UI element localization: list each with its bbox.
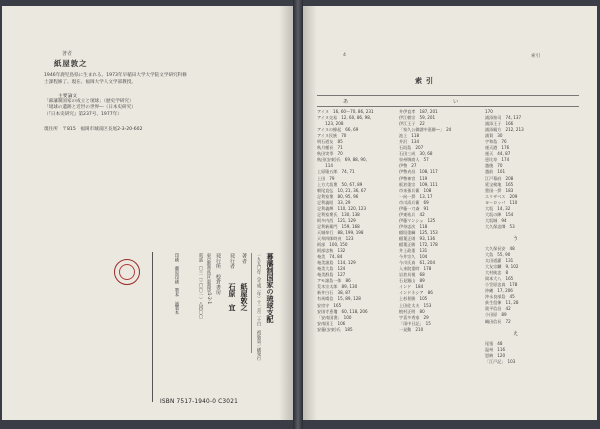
index-entry: 安房守 165	[317, 302, 342, 308]
index-entry: 今川氏真 61, 204	[399, 260, 436, 266]
index-entry: 奄美 74, 84	[317, 254, 343, 260]
seal-ring	[119, 264, 135, 280]
index-entry: 越後 70	[485, 163, 503, 169]
book-gutter	[293, 0, 303, 429]
index-entry: 伊東祐兵 42	[399, 211, 425, 217]
author-bio-line: 1946年鹿児島県に生まれる。1973年早稲田大学大学院文学研究科修	[44, 73, 187, 78]
index-entry: 岩倉具視 68	[399, 272, 425, 278]
index-entry: 稲垣重綱 125, 153	[399, 229, 438, 235]
header-rule	[317, 95, 579, 96]
index-entry: アイヌの蜂起 66, 69	[317, 127, 359, 133]
index-entry: 114	[317, 163, 334, 169]
index-entry: アイヌ 16, 60〜70, 86, 231	[317, 109, 374, 114]
index-entry: 伊江王子 22	[399, 121, 425, 127]
index-page	[303, 6, 597, 420]
publisher-address: 東京都豊島区東池袋1-2-1	[206, 253, 211, 305]
index-entry: 温州 116	[485, 346, 506, 352]
folio-number: 4	[343, 53, 346, 58]
index-entry: 浦添親方 212, 213	[485, 127, 524, 133]
index-entry: 延宝検地 165	[485, 181, 514, 187]
index-entry: 阿部忠秋 132	[317, 248, 346, 254]
index-entry: 浦添按司 74, 137	[485, 115, 522, 121]
isbn: ISBN 7517-1940-0 C3021	[160, 399, 238, 405]
index-entry: 豊国一揆 183	[485, 187, 514, 193]
index-entry: 大久保長安 48	[485, 245, 515, 251]
publisher-phone: 電話 〇三（三〇〇一）八四〇〇	[198, 253, 203, 319]
paper-line: 「幕藩制国家の成立と琉球」（歴史学研究）	[44, 98, 134, 104]
index-entry: 井伊直孝 187, 201	[399, 109, 438, 114]
index-entry: 石見銀山 89	[399, 278, 425, 284]
index-entry: 「雨中日記」 15	[399, 320, 431, 326]
print-binding-line: 印刷 藤原印刷 製本 誠製本	[174, 253, 179, 315]
index-entry: インドネシア 86	[399, 290, 433, 296]
index-entry: 有馬晴信 15, 89, 128	[317, 296, 361, 302]
index-entry: 安南国王 106	[317, 320, 346, 326]
index-entry: 上杉景勝 105	[399, 296, 428, 302]
index-entry: 足利新衛門 159, 168	[317, 223, 360, 229]
index-entry: 今井宗久 104	[399, 254, 428, 260]
book-title: 幕藩制国家の琉球支配	[266, 253, 275, 323]
index-title: 索引	[415, 76, 437, 85]
colophon-author-name: 紙屋敦之	[240, 283, 249, 311]
index-entry: 伊藤一刀斎 91	[399, 205, 429, 211]
index-entry: 天草四郎時貞 123	[317, 235, 354, 241]
index-entry: 大坂城 94	[485, 217, 507, 223]
index-entry: 伊藤マンショ 125	[399, 217, 436, 223]
index-entry: アモ諸島一体 86	[317, 278, 351, 284]
header-rule	[317, 106, 579, 107]
publisher-name: 石原 宜	[228, 283, 237, 311]
kana-heading: い	[453, 99, 459, 105]
index-entry: 恵比寿 174	[485, 157, 510, 163]
index-entry: 足利義昭 33, 29	[317, 199, 351, 205]
index-entry: 運天港 176	[485, 145, 510, 151]
index-entry: 阿部 100, 150	[317, 242, 348, 248]
index-entry: 安藤(安東)氏 185	[317, 326, 353, 332]
index-entry: 太田道灌 131	[485, 258, 514, 264]
index-entry: 小笠原忠真 178	[485, 282, 518, 288]
index-entry: 井上政重 131	[399, 248, 428, 254]
index-entry: 「江戸記」 103	[485, 358, 516, 364]
index-entry: 荻生徂徠 11, 28	[485, 300, 519, 306]
author-name: 紙屋敦之	[54, 59, 88, 68]
index-entry: 170	[485, 109, 493, 114]
index-entry: 浦添王子 166	[485, 121, 514, 127]
index-entry: 大坂の陣 154	[485, 211, 514, 217]
index-entry: 恩納 120	[485, 352, 506, 358]
index-entry: 安国寺恵瓊 60, 118, 206	[317, 308, 368, 314]
running-head: 索引	[531, 54, 541, 59]
index-entry: 大村純忠 8	[485, 270, 509, 276]
index-entry: 上原隆五郎 74, 71	[317, 169, 355, 175]
index-entry: 大久保忠隣 53	[485, 223, 515, 229]
index-entry: 伊勢 27	[399, 163, 417, 169]
index-entry: 上田 79	[317, 175, 335, 181]
index-entry: 市来孫兵衛 108	[399, 187, 432, 193]
index-entry: エリザベス 209	[485, 193, 518, 199]
index-entry: 江戸幕府 208	[485, 175, 514, 181]
index-entry: 足利義輝 110, 120, 123	[317, 205, 367, 211]
index-entry: 泉州堺商人 57	[399, 157, 429, 163]
author-profile	[44, 50, 274, 134]
index-entry: 足利家衆氏 130, 138	[317, 211, 360, 217]
index-entry: 市川清兵衛 69	[399, 199, 429, 205]
paper-line: 「琉球の遺跡と近世の世界―（日本史研究）	[44, 105, 136, 111]
index-entry: 天城奉行 88, 199, 198	[317, 229, 364, 235]
kana-heading: あ	[343, 99, 349, 105]
colophon-block	[159, 253, 277, 418]
index-entry: 石垣島 207	[399, 145, 424, 151]
index-entry: 沖縄 17, 206	[485, 288, 513, 294]
publisher-seal-stamp	[114, 259, 140, 285]
author-role: 著者	[62, 51, 73, 57]
kana-heading: う	[513, 235, 519, 242]
kana-heading: え	[513, 330, 519, 337]
index-entry: 一発動 210	[399, 326, 424, 332]
index-entry: 伊勢貞昌 108, 117	[399, 169, 438, 175]
index-entry: 上方大坂衆 50, 67, 89	[317, 181, 363, 187]
index-entry: 大友宗麟 9, 102	[485, 264, 519, 270]
index-entry: 植村正明 80	[399, 308, 425, 314]
index-entry: アイヌ交易 12, 60, 86, 98,	[317, 115, 372, 121]
index-entry: 稲葉正則 93, 136	[399, 235, 436, 241]
index-entry: 織田信長 72	[485, 318, 511, 324]
index-entry: 秋田実季 70	[317, 151, 343, 157]
index-entry: 稲葉正勝 172, 178	[399, 242, 438, 248]
author-address: 現住所 〒815 福岡市城南区長尾2-3-20-602	[44, 126, 143, 132]
index-entry: 石田三成 30, 68	[399, 151, 433, 157]
index-column	[485, 109, 555, 365]
index-entry: 浦賀 30	[485, 133, 503, 139]
index-entry: 宇喜多秀家 29	[399, 314, 429, 320]
index-entry: 「安南国書」 100	[317, 314, 352, 320]
index-entry: 「家久公御譜中嘉勝―」 24	[399, 127, 452, 133]
index-entry: 朝尾直弘 10, 21, 36, 67	[317, 187, 367, 193]
page-shadow	[303, 6, 317, 420]
index-entry: 越前 101	[485, 169, 506, 175]
index-entry: アイヌ民族 70	[317, 133, 347, 139]
index-entry: 大坂 14, 32	[485, 205, 511, 211]
index-entry: 小田原 89	[485, 312, 507, 318]
edition-line: 一九九〇年（平成二年）十二月二十日 初版第一刷発行	[256, 253, 261, 361]
papers-heading: 主要論文	[58, 93, 78, 99]
author-label: 著者	[241, 253, 247, 264]
index-column	[399, 109, 469, 333]
index-column	[317, 109, 387, 333]
index-entry: 沖永良部島 45	[485, 294, 515, 300]
colophon-page	[2, 6, 293, 420]
index-entry: 岡本大八 165	[485, 276, 514, 282]
index-entry: 板倉重宗 109, 111	[399, 181, 438, 187]
index-entry: 伊江朝宗 59, 201	[399, 115, 436, 121]
index-entry: 宇和島 76	[485, 139, 507, 145]
index-entry: 井沢 134	[399, 139, 420, 145]
index-entry: 荒木宗太郎 89, 130	[317, 284, 358, 290]
index-entry: 上田佐太夫 153	[399, 302, 432, 308]
index-entry: 尾張 48	[485, 340, 503, 346]
index-entry: 奄美諸島 114, 129	[317, 260, 356, 266]
index-entry: 大島 55, 90	[485, 251, 511, 257]
index-entry: 足利家衆 80, 95, 96	[317, 193, 359, 199]
index-entry: 123, 208	[317, 121, 344, 127]
publisher-company: 発行所 校倉書房	[215, 253, 221, 295]
index-entry: 奄美群島 127	[317, 272, 346, 278]
index-entry: 秋月種長 71	[317, 145, 343, 151]
index-entry: 秋田(安東)氏 69, 88, 90,	[317, 157, 367, 163]
index-entry: 入来院重時 178	[399, 266, 432, 272]
index-entry: ヨーロッパ 110	[485, 199, 518, 205]
index-entry: 奥平信昌 42	[485, 306, 511, 312]
index-entry: 阿多内西 121, 129	[317, 217, 356, 223]
index-entry: 新井白石 38, 87	[317, 290, 351, 296]
colophon-rule	[152, 252, 153, 402]
index-entry: 明石道友 85	[317, 139, 343, 145]
index-entry: 一向一揆 13, 17	[399, 193, 433, 199]
paper-line: （『日本史研究』第237号、1977年）	[44, 112, 122, 118]
author-bio-line: 士課程修了。現在、福岡大学人文学部教授。	[44, 79, 136, 85]
index-entry: インド 184	[399, 284, 424, 290]
index-entry: 運天 44, 87	[485, 151, 511, 157]
publisher-label: 発行者	[229, 253, 235, 269]
page-shadow	[279, 6, 293, 420]
index-entry: 伊勢神宮 119	[399, 175, 428, 181]
index-entry: 奄美大島 124	[317, 266, 346, 272]
index-entry: 池上 118	[399, 133, 420, 139]
index-entry: 伊奈忠次 118	[399, 223, 428, 229]
colophon-divider	[251, 253, 252, 353]
